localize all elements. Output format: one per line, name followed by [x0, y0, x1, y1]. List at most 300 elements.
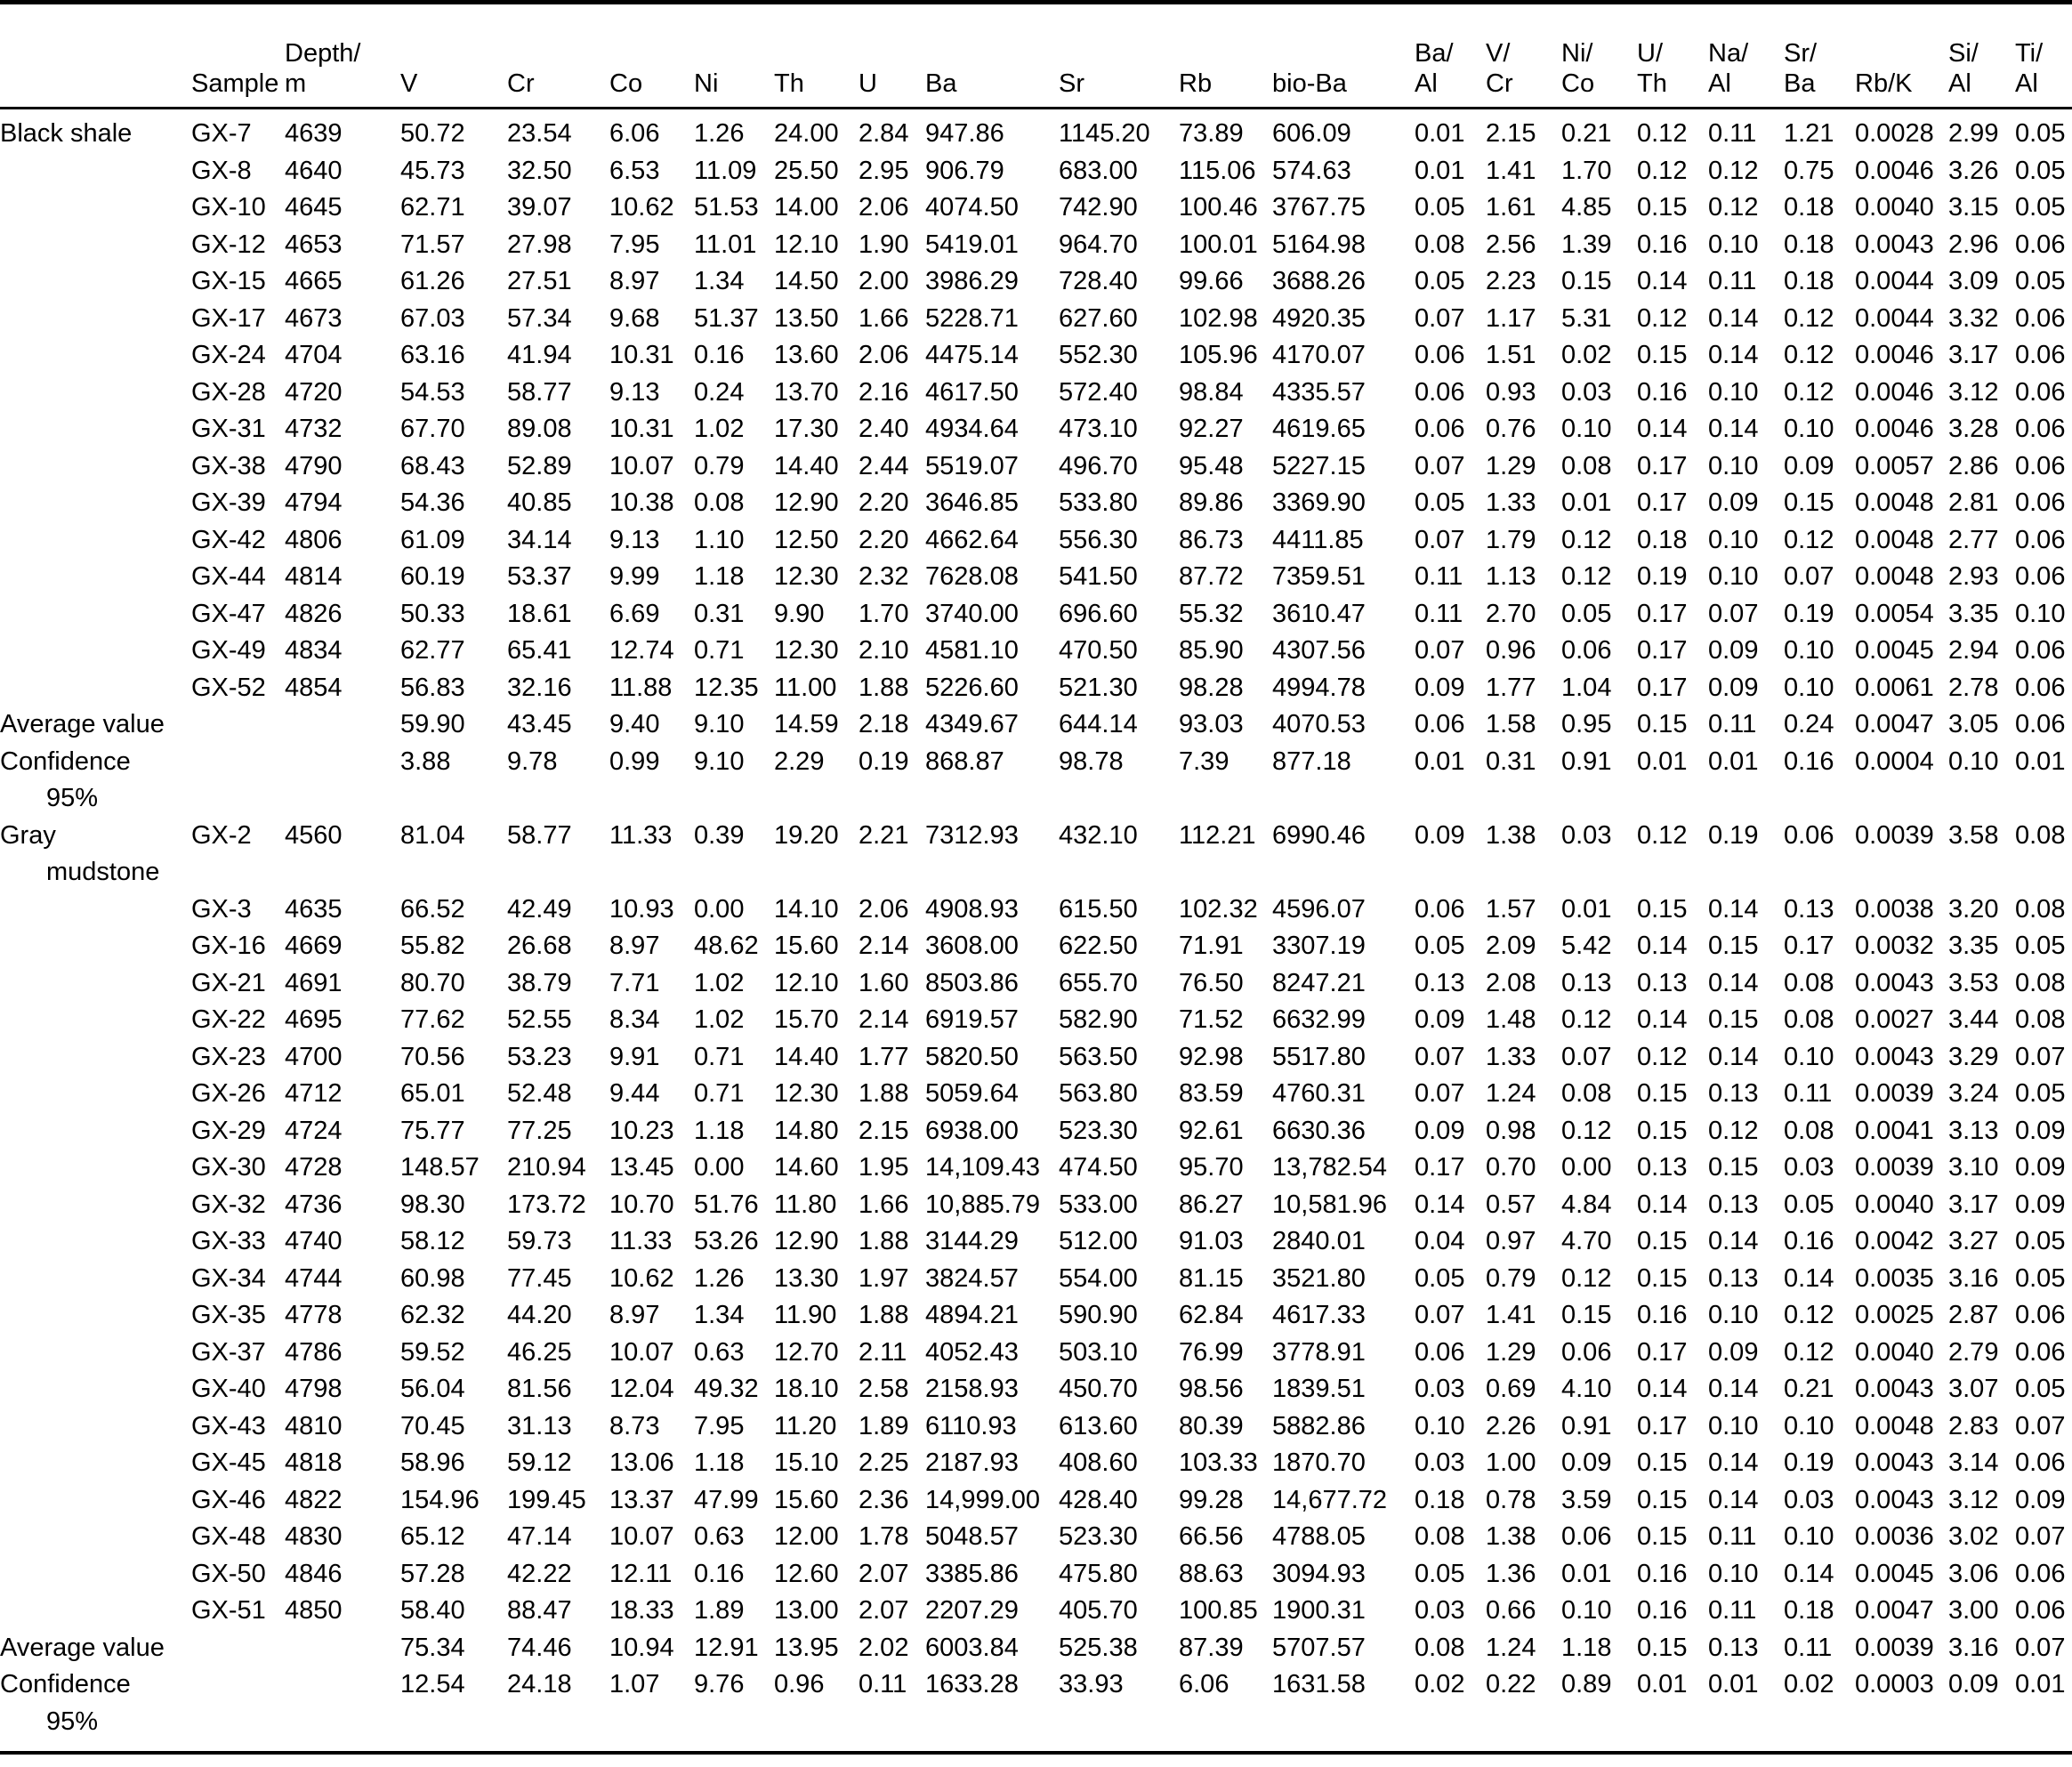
value-cell-ni: 1.02: [694, 415, 745, 443]
col-header-sr_ba: [1784, 4, 1855, 109]
value-cell-rb_k: 0.0039: [1855, 1079, 1934, 1108]
value-cell-sr_ba: 0.12: [1784, 1337, 1834, 1367]
value-cell-u_th: 0.01: [1637, 1670, 1688, 1698]
value-cell-cr: 18.61: [507, 599, 572, 628]
value-cell-ti_al: 0.06: [2015, 488, 2066, 517]
value-cell-co: 7.95: [609, 230, 660, 259]
value-cell-rb_k: 0.0039: [1855, 1633, 1934, 1662]
value-cell-cr: 32.16: [507, 673, 572, 702]
text-line: Ni/: [1561, 39, 1593, 68]
value-cell-th: 13.70: [774, 377, 839, 407]
value-cell-rb: 87.72: [1179, 562, 1244, 591]
value-cell-rb: 98.28: [1179, 673, 1244, 702]
value-cell-th: 14.10: [774, 894, 839, 924]
value-cell-v: 55.82: [400, 932, 465, 960]
value-cell-na_al: 0.10: [1708, 1411, 1759, 1440]
value-cell-ni_co: 0.12: [1561, 525, 1612, 554]
value-cell-ba_al: 0.01: [1415, 119, 1465, 148]
value-cell-v: 70.45: [400, 1411, 465, 1440]
text-line: Co: [609, 69, 643, 98]
col-header-v_cr: [1486, 4, 1561, 109]
value-cell-si_al: 3.28: [1948, 415, 1999, 443]
value-cell-u: 2.02: [859, 1633, 909, 1662]
value-cell-na_al: 0.10: [1708, 230, 1759, 259]
value-cell-ni: 9.10: [694, 710, 745, 738]
value-cell-rb_k: 0.0039: [1855, 1153, 1934, 1182]
value-cell-ni: 0.31: [694, 599, 745, 628]
value-cell-ti_al: 0.06: [2015, 451, 2066, 480]
value-cell-rb_k: 0.0028: [1855, 119, 1934, 148]
value-cell-u_th: 0.15: [1637, 1522, 1688, 1551]
value-cell-u_th: 0.17: [1637, 488, 1688, 517]
value-cell-u: 1.88: [859, 1079, 909, 1108]
value-cell-ba_al: 0.06: [1415, 377, 1465, 407]
summary-label-cell: [0, 1630, 191, 1667]
value-cell-sr: 696.60: [1059, 599, 1138, 628]
value-cell-ti_al: 0.08: [2015, 820, 2066, 850]
value-cell-v_cr: 1.61: [1486, 193, 1536, 222]
col-header-depth: [285, 4, 400, 109]
value-cell-v: 81.04: [400, 820, 465, 850]
value-cell-cr: 173.72: [507, 1190, 586, 1219]
value-cell-rb_k: 0.0003: [1855, 1670, 1934, 1698]
value-cell-sr_ba: 0.10: [1784, 673, 1834, 702]
value-cell-ti_al: 0.06: [2015, 1596, 2066, 1625]
value-cell-ba_al: 0.09: [1415, 673, 1465, 702]
col-header-ti_al: [2015, 4, 2072, 109]
value-cell-ni_co: 0.10: [1561, 415, 1612, 443]
value-cell-ni_co: 5.42: [1561, 932, 1612, 960]
value-cell-ba: 2158.93: [925, 1375, 1019, 1403]
value-cell-na_al: 0.09: [1708, 636, 1759, 665]
value-cell-th: 18.10: [774, 1375, 839, 1403]
value-cell-sr: 563.50: [1059, 1042, 1138, 1071]
value-cell-ni: 0.08: [694, 488, 745, 517]
value-cell-ni: 0.00: [694, 894, 745, 924]
value-cell-na_al: 0.10: [1708, 377, 1759, 407]
value-cell-cr: 47.14: [507, 1522, 572, 1551]
value-cell-ni_co: 1.18: [1561, 1633, 1612, 1662]
value-cell-u: 1.78: [859, 1522, 909, 1551]
value-cell-na_al: 0.11: [1708, 1522, 1757, 1551]
value-cell-u_th: 0.15: [1637, 1116, 1688, 1145]
value-cell-th: 12.50: [774, 525, 839, 554]
value-cell-sr: 533.80: [1059, 488, 1138, 517]
value-cell-rb_k: 0.0046: [1855, 377, 1934, 407]
value-cell-bio_ba: 4335.57: [1272, 377, 1366, 407]
value-cell-na_al: 0.07: [1708, 599, 1759, 628]
value-cell-ni: 47.99: [694, 1485, 759, 1514]
value-cell-u: 2.25: [859, 1448, 909, 1477]
depth-cell: 4794: [285, 488, 343, 517]
value-cell-ti_al: 0.07: [2015, 1411, 2066, 1440]
value-cell-ba: 4349.67: [925, 710, 1019, 738]
value-cell-bio_ba: 5227.15: [1272, 451, 1366, 480]
group-label-cell: [0, 1039, 191, 1077]
value-cell-v_cr: 1.77: [1486, 673, 1536, 702]
summary-label-cell: [0, 1666, 191, 1740]
value-cell-v: 56.83: [400, 673, 465, 702]
value-cell-u: 2.16: [859, 377, 909, 407]
value-cell-ni: 1.34: [694, 1301, 745, 1329]
value-cell-rb_k: 0.0027: [1855, 1005, 1934, 1034]
value-cell-ba: 5519.07: [925, 451, 1019, 480]
value-cell-co: 8.97: [609, 267, 660, 295]
sample-id-cell: GX-52: [191, 673, 266, 702]
group-label-cell: [0, 1223, 191, 1261]
value-cell-u_th: 0.14: [1637, 415, 1688, 443]
value-cell-v_cr: 0.79: [1486, 1263, 1536, 1293]
text-line: Confidence: [0, 746, 131, 776]
value-cell-co: 12.74: [609, 636, 674, 665]
value-cell-bio_ba: 3778.91: [1272, 1337, 1366, 1367]
value-cell-ni: 0.71: [694, 1042, 745, 1071]
value-cell-cr: 41.94: [507, 341, 572, 369]
depth-cell: 4818: [285, 1448, 343, 1477]
value-cell-ti_al: 0.09: [2015, 1153, 2066, 1182]
table-row: [0, 1113, 2072, 1150]
depth-cell: 4653: [285, 230, 343, 259]
value-cell-cr: 53.23: [507, 1042, 572, 1071]
value-cell-u: 2.21: [859, 820, 909, 850]
value-cell-ni_co: 4.84: [1561, 1190, 1612, 1219]
table-row: [0, 1371, 2072, 1408]
value-cell-ba_al: 0.09: [1415, 820, 1465, 850]
value-cell-bio_ba: 4596.07: [1272, 894, 1366, 924]
value-cell-u_th: 0.15: [1637, 1448, 1688, 1477]
sample-id-cell: GX-28: [191, 377, 266, 407]
value-cell-si_al: 3.09: [1948, 267, 1999, 295]
group-label-cell: [0, 153, 191, 190]
col-header-sr: [1059, 4, 1179, 109]
value-cell-ba_al: 0.06: [1415, 415, 1465, 443]
value-cell-v_cr: 0.96: [1486, 636, 1536, 665]
value-cell-ti_al: 0.06: [2015, 673, 2066, 702]
value-cell-si_al: 3.20: [1948, 894, 1999, 924]
value-cell-ni_co: 5.31: [1561, 303, 1612, 333]
value-cell-th: 12.90: [774, 1227, 839, 1255]
value-cell-si_al: 3.13: [1948, 1116, 1999, 1145]
value-cell-v_cr: 1.48: [1486, 1005, 1536, 1034]
text-line: mudstone: [46, 858, 160, 886]
text-line: U/: [1637, 39, 1663, 68]
value-cell-bio_ba: 1631.58: [1272, 1670, 1366, 1698]
value-cell-ba_al: 0.05: [1415, 932, 1465, 960]
value-cell-sr_ba: 0.11: [1784, 1633, 1833, 1662]
value-cell-na_al: 0.13: [1708, 1190, 1759, 1219]
sample-id-cell: [191, 1666, 285, 1740]
value-cell-v: 60.19: [400, 562, 465, 591]
value-cell-ba: 5226.60: [925, 673, 1019, 702]
value-cell-sr_ba: 0.08: [1784, 1005, 1834, 1034]
value-cell-co: 8.97: [609, 1301, 660, 1329]
value-cell-v: 75.34: [400, 1633, 465, 1662]
summary-label-cell: [0, 744, 191, 818]
value-cell-v: 62.32: [400, 1301, 465, 1329]
value-cell-ba_al: 0.07: [1415, 1079, 1465, 1108]
value-cell-u_th: 0.14: [1637, 1005, 1688, 1034]
value-cell-v: 68.43: [400, 451, 465, 480]
value-cell-si_al: 2.93: [1948, 562, 1999, 591]
table-row: [0, 1039, 2072, 1077]
table-row: [0, 1150, 2072, 1187]
value-cell-v: 57.28: [400, 1559, 465, 1588]
value-cell-u: 2.32: [859, 562, 909, 591]
value-cell-v: 45.73: [400, 156, 465, 185]
value-cell-cr: 89.08: [507, 415, 572, 443]
value-cell-bio_ba: 6990.46: [1272, 820, 1366, 850]
value-cell-u: 1.66: [859, 1190, 909, 1219]
value-cell-rb: 92.61: [1179, 1116, 1244, 1145]
value-cell-rb_k: 0.0036: [1855, 1522, 1934, 1551]
value-cell-u: 2.20: [859, 525, 909, 554]
group-label-cell: [0, 818, 191, 892]
value-cell-ni: 12.35: [694, 673, 759, 702]
depth-cell: 4822: [285, 1485, 343, 1514]
value-cell-ni: 49.32: [694, 1375, 759, 1403]
group-label-cell: [0, 1556, 191, 1594]
value-cell-th: 12.10: [774, 968, 839, 997]
value-cell-rb: 85.90: [1179, 636, 1244, 665]
value-cell-u_th: 0.15: [1637, 1079, 1688, 1108]
table-row: [0, 375, 2072, 412]
table-row: [0, 928, 2072, 965]
value-cell-sr_ba: 0.16: [1784, 746, 1834, 776]
col-header-co: [609, 4, 694, 109]
value-cell-ni: 48.62: [694, 932, 759, 960]
group-label-cell: [0, 1482, 191, 1520]
table-row: [0, 1482, 2072, 1520]
depth-cell: 4700: [285, 1042, 343, 1071]
group-label-cell: [0, 375, 191, 412]
value-cell-ba: 14,109.43: [925, 1153, 1041, 1182]
value-cell-u_th: 0.15: [1637, 1227, 1688, 1255]
value-cell-th: 12.10: [774, 230, 839, 259]
value-cell-v: 3.88: [400, 746, 451, 776]
value-cell-u: 1.70: [859, 599, 909, 628]
group-label-cell: [0, 1297, 191, 1335]
value-cell-ni_co: 0.15: [1561, 267, 1612, 295]
value-cell-co: 13.45: [609, 1153, 674, 1182]
value-cell-ti_al: 0.08: [2015, 968, 2066, 997]
value-cell-ba: 5419.01: [925, 230, 1019, 259]
value-cell-u: 1.77: [859, 1042, 909, 1071]
text-line: Rb/K: [1855, 69, 1913, 98]
value-cell-v: 61.26: [400, 267, 465, 295]
value-cell-rb: 95.70: [1179, 1153, 1244, 1182]
value-cell-ni: 12.91: [694, 1633, 759, 1662]
value-cell-u: 2.15: [859, 1116, 909, 1145]
value-cell-bio_ba: 1870.70: [1272, 1448, 1366, 1477]
value-cell-u: 2.06: [859, 894, 909, 924]
value-cell-v: 56.04: [400, 1375, 465, 1403]
value-cell-sr_ba: 0.10: [1784, 1411, 1834, 1440]
sample-id-cell: GX-26: [191, 1079, 266, 1108]
table-row: [0, 190, 2072, 227]
depth-cell: 4560: [285, 820, 343, 850]
group-label-cell: [0, 596, 191, 633]
value-cell-ti_al: 0.06: [2015, 1301, 2066, 1329]
value-cell-cr: 52.48: [507, 1079, 572, 1108]
value-cell-cr: 24.18: [507, 1670, 572, 1698]
value-cell-rb: 6.06: [1179, 1670, 1229, 1698]
sample-id-cell: GX-37: [191, 1337, 266, 1367]
value-cell-ti_al: 0.06: [2015, 415, 2066, 443]
value-cell-v_cr: 1.29: [1486, 1337, 1536, 1367]
value-cell-sr_ba: 0.11: [1784, 1079, 1833, 1108]
value-cell-rb: 100.46: [1179, 193, 1258, 222]
value-cell-u_th: 0.12: [1637, 303, 1688, 333]
value-cell-v: 98.30: [400, 1190, 465, 1219]
value-cell-si_al: 3.15: [1948, 193, 1999, 222]
value-cell-co: 10.07: [609, 1337, 674, 1367]
value-cell-th: 13.30: [774, 1263, 839, 1293]
table-row: [0, 227, 2072, 264]
table-row: [0, 411, 2072, 448]
value-cell-na_al: 0.15: [1708, 1005, 1759, 1034]
value-cell-ba: 5228.71: [925, 303, 1019, 333]
text-line: Th: [1637, 69, 1667, 98]
value-cell-ba_al: 0.07: [1415, 636, 1465, 665]
col-header-cr: [507, 4, 609, 109]
value-cell-na_al: 0.11: [1708, 1596, 1757, 1625]
value-cell-bio_ba: 4617.33: [1272, 1301, 1366, 1329]
value-cell-u_th: 0.01: [1637, 746, 1688, 776]
value-cell-ba: 4074.50: [925, 193, 1019, 222]
sample-id-cell: GX-43: [191, 1411, 266, 1440]
value-cell-th: 13.95: [774, 1633, 839, 1662]
value-cell-rb_k: 0.0044: [1855, 303, 1934, 333]
group-label-cell: [0, 301, 191, 338]
col-header-ni_co: [1561, 4, 1637, 109]
value-cell-ba_al: 0.14: [1415, 1190, 1465, 1219]
value-cell-th: 12.60: [774, 1559, 839, 1588]
group-label-cell: [0, 1593, 191, 1630]
table-row: [0, 1519, 2072, 1556]
value-cell-co: 9.91: [609, 1042, 660, 1071]
value-cell-si_al: 3.06: [1948, 1559, 1999, 1588]
value-cell-si_al: 3.26: [1948, 156, 1999, 185]
value-cell-ni_co: 0.07: [1561, 1042, 1612, 1071]
value-cell-sr_ba: 0.05: [1784, 1190, 1834, 1219]
value-cell-cr: 74.46: [507, 1633, 572, 1662]
value-cell-bio_ba: 4994.78: [1272, 673, 1366, 702]
sample-id-cell: [191, 1630, 285, 1667]
value-cell-bio_ba: 574.63: [1272, 156, 1351, 185]
value-cell-u: 2.14: [859, 1005, 909, 1034]
value-cell-co: 10.07: [609, 1522, 674, 1551]
value-cell-v_cr: 1.38: [1486, 820, 1536, 850]
value-cell-rb_k: 0.0039: [1855, 820, 1934, 850]
value-cell-sr_ba: 0.10: [1784, 1522, 1834, 1551]
sample-id-cell: GX-23: [191, 1042, 266, 1071]
value-cell-u_th: 0.13: [1637, 1153, 1688, 1182]
depth-cell: 4846: [285, 1559, 343, 1588]
depth-cell: 4786: [285, 1337, 343, 1367]
value-cell-v: 50.72: [400, 119, 465, 148]
value-cell-rb: 80.39: [1179, 1411, 1244, 1440]
table-row: [0, 448, 2072, 486]
table-row: [0, 818, 2072, 892]
sample-id-cell: GX-12: [191, 230, 266, 259]
value-cell-rb: 73.89: [1179, 119, 1244, 148]
sample-id-cell: GX-15: [191, 267, 266, 295]
value-cell-ba_al: 0.08: [1415, 230, 1465, 259]
value-cell-sr_ba: 0.75: [1784, 156, 1834, 185]
value-cell-si_al: 3.44: [1948, 1005, 1999, 1034]
value-cell-si_al: 3.17: [1948, 341, 1999, 369]
value-cell-rb_k: 0.0047: [1855, 1596, 1934, 1625]
value-cell-sr_ba: 0.03: [1784, 1153, 1834, 1182]
value-cell-sr_ba: 0.15: [1784, 488, 1834, 517]
value-cell-sr: 613.60: [1059, 1411, 1138, 1440]
sample-id-cell: GX-48: [191, 1522, 266, 1551]
value-cell-ba: 3385.86: [925, 1559, 1019, 1588]
table-row: [0, 1076, 2072, 1113]
value-cell-sr: 428.40: [1059, 1485, 1138, 1514]
value-cell-ba: 906.79: [925, 156, 1004, 185]
value-cell-th: 9.90: [774, 599, 825, 628]
value-cell-ni: 1.26: [694, 119, 745, 148]
sample-id-cell: GX-49: [191, 636, 266, 665]
value-cell-bio_ba: 3307.19: [1272, 932, 1366, 960]
value-cell-na_al: 0.14: [1708, 1448, 1759, 1477]
table-row: [0, 337, 2072, 375]
value-cell-sr_ba: 0.14: [1784, 1559, 1834, 1588]
value-cell-ni: 1.18: [694, 1448, 745, 1477]
value-cell-v_cr: 1.33: [1486, 1042, 1536, 1071]
value-cell-rb: 91.03: [1179, 1227, 1244, 1255]
value-cell-cr: 77.25: [507, 1116, 572, 1145]
value-cell-na_al: 0.11: [1708, 710, 1757, 738]
sample-id-cell: GX-40: [191, 1375, 266, 1403]
sample-id-cell: GX-30: [191, 1153, 266, 1182]
value-cell-ni: 1.02: [694, 1005, 745, 1034]
value-cell-co: 9.40: [609, 710, 660, 738]
value-cell-ni_co: 0.95: [1561, 710, 1612, 738]
value-cell-cr: 43.45: [507, 710, 572, 738]
value-cell-u_th: 0.15: [1637, 1263, 1688, 1293]
value-cell-ti_al: 0.09: [2015, 1116, 2066, 1145]
value-cell-ni_co: 0.06: [1561, 636, 1612, 665]
value-cell-ba: 2207.29: [925, 1596, 1019, 1625]
text-line: 95%: [46, 784, 99, 812]
value-cell-ti_al: 0.06: [2015, 636, 2066, 665]
value-cell-th: 15.60: [774, 1485, 839, 1514]
value-cell-rb_k: 0.0043: [1855, 1042, 1934, 1071]
value-cell-v: 63.16: [400, 341, 465, 369]
value-cell-u_th: 0.14: [1637, 932, 1688, 960]
value-cell-v_cr: 0.97: [1486, 1227, 1536, 1255]
value-cell-v_cr: 0.22: [1486, 1670, 1536, 1698]
value-cell-cr: 53.37: [507, 562, 572, 591]
value-cell-ti_al: 0.05: [2015, 1227, 2066, 1255]
text-line: Confidence: [0, 1670, 131, 1698]
table-row: [0, 596, 2072, 633]
value-cell-rb: 98.84: [1179, 377, 1244, 407]
value-cell-ba: 4662.64: [925, 525, 1019, 554]
value-cell-si_al: 3.24: [1948, 1079, 1999, 1108]
value-cell-sr: 590.90: [1059, 1301, 1138, 1329]
value-cell-rb: 105.96: [1179, 341, 1258, 369]
value-cell-co: 9.99: [609, 562, 660, 591]
value-cell-si_al: 3.14: [1948, 1448, 1999, 1477]
value-cell-rb_k: 0.0040: [1855, 193, 1934, 222]
value-cell-ti_al: 0.07: [2015, 1042, 2066, 1071]
value-cell-sr_ba: 0.18: [1784, 267, 1834, 295]
value-cell-na_al: 0.01: [1708, 746, 1759, 776]
value-cell-rb_k: 0.0043: [1855, 230, 1934, 259]
